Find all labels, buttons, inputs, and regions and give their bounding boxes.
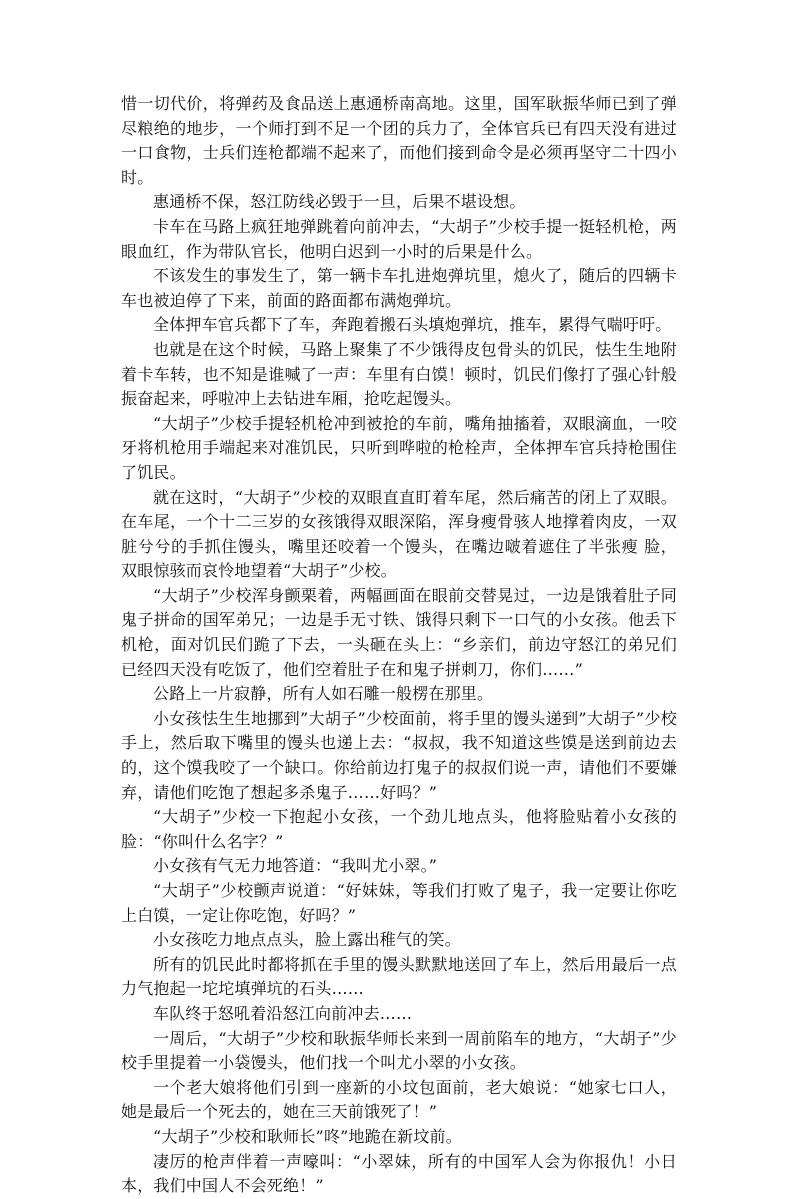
paragraph: “大胡子”少校一下抱起小女孩，一个劲儿地点头，他将脸贴着小女孩的脸：“你叫什么名字？” [121, 807, 677, 851]
paragraph: 也就是在这个时候，马路上聚集了不少饿得皮包骨头的饥民，怯生生地附着卡车转，也不知是谁喊了一声：车里有白馍！顿时，饥民们像打了强心针般振奋起来，呼啦冲上去钻进车厢，抢吃起馒头。 [121, 339, 677, 409]
paragraph: 一个老大娘将他们引到一座新的小坟包面前，老大娘说：“她家七口人，她是最后一个死去的，她在三天前饿死了！” [121, 1077, 677, 1122]
paragraph: 就在这时，“大胡子”少校的双眼直直盯着车尾，然后痛苦的闭上了双眼。在车尾，一个十二三岁的女孩饿得双眼深陷，浑身瘦骨骇人地撑着肉皮，一双脏兮兮的手抓住馒头，嘴里还咬着一个馒头，在嘴边啵着遮住了半张瘦 脸，双眼惊骇而哀怜地望着“大胡子”少校。 [121, 487, 677, 581]
paragraph: “大胡子”少校浑身颤栗着，两幅画面在眼前交替晃过，一边是饿着肚子同鬼子拼命的国军弟兄；一边是手无寸铁、饿得只剩下一口气的小女孩。他丢下机枪，面对饥民们跪了下去，一头砸在头上：“乡亲们，前边守怒江的弟兄们已经四天没有吃饭了，他们空着肚子在和鬼子拼刺刀，你们……” [121, 585, 677, 679]
story-text [121, 92, 677, 1199]
paragraph: 公路上一片寂静，所有人如石雕一般楞在那里。 [153, 684, 494, 704]
paragraph: 全体押车官兵都下了车，奔跑着搬石头填炮弹坑，推车，累得气喘吁吁。 [153, 315, 672, 335]
paragraph: 不该发生的事发生了，第一辆卡车扎进炮弹坑里，熄火了，随后的四辆卡车也被迫停了下来，前面的路面都布满炮弹坑。 [121, 266, 677, 310]
paragraph: 一周后，“大胡子”少校和耿振华师长来到一周前陷车的地方，“大胡子”少校手里提着一小袋馒头，他们找一个叫尤小翠的小女孩。 [121, 1028, 677, 1073]
paragraph: 惠通桥不保，怒江防线必毁于一旦，后果不堪设想。 [153, 192, 526, 212]
paragraph: “大胡子”少校颤声说道：“好妹妹，等我们打败了鬼子，我一定要让你吃上白馍，一定让你吃饱，好吗？” [121, 881, 677, 925]
paragraph: 车队终于怒吼着沿怒江向前冲去…… [153, 1003, 413, 1023]
paragraph: 卡车在马路上疯狂地弹跳着向前冲去，“大胡子”少校手提一挺轻机枪，两眼血红，作为带队官长，他明白迟到一小时的后果是什么。 [121, 216, 677, 261]
paragraph: 小女孩吃力地点点头，脸上露出稚气的笑。 [153, 930, 461, 950]
paragraph: “大胡子”少校和耿师长”咚”地跪在新坟前。 [153, 1126, 462, 1146]
paragraph: 所有的饥民此时都将抓在手里的馒头默默地送回了车上，然后用最后一点力气抱起一坨坨填弹坑的石头…… [121, 954, 677, 999]
paragraph: 惜一切代价，将弹药及食品送上惠通桥南高地。这里，国军耿振华师已到了弹尽粮绝的地步，一个师打到不足一个团的兵力了，全体官兵已有四天没有进过一口食物，士兵们连枪都端不起来了，而他们接到命令是必须再坚守二十四小时。 [121, 94, 677, 187]
paragraph: 小女孩有气无力地答道：“我叫尤小翠。” [153, 856, 438, 876]
paragraph: “大胡子”少校手提轻机枪冲到被抢的车前，嘴角抽搐着，双眼滴血，一咬牙将机枪用手端起来对准饥民，只听到哗啦的枪栓声，全体押车官兵持枪围住了饥民。 [121, 413, 677, 482]
paragraph: 凄厉的枪声伴着一声嚎叫：“小翠妹，所有的中国军人会为你报仇！小日本，我们中国人不会死绝！” [121, 1151, 677, 1196]
paragraph: 小女孩怯生生地挪到”大胡子”少校面前，将手里的馒头递到”大胡子”少校手上，然后取下嘴里的馒头也递上去：“叔叔，我不知道这些馍是送到前边去的，这个馍我咬了一个缺口。你给前边打鬼子的叔叔们说一声，请他们不要嫌弃，请他们吃饱了想起多杀鬼子……好吗？” [121, 708, 677, 802]
